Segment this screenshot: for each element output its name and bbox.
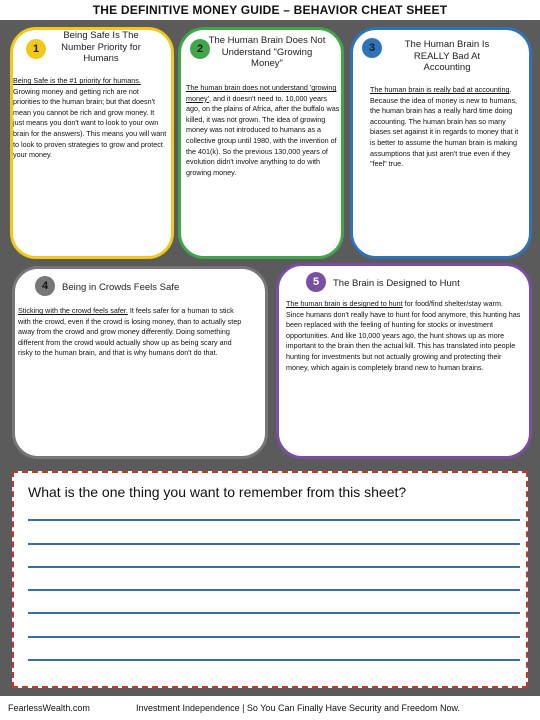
writing-line[interactable]: [28, 566, 520, 568]
writing-line[interactable]: [28, 519, 520, 521]
card-2-text: , and it doesn't need to. 10,000 years ago, on the plains of Africa, after the buffalo was killed, it was not grown. The idea of growing money was not introduced to humans as a collective group until 1980, with the invention of the 401(k). So the previous 130,000 years of evolution didn't involve anything to do with growing money.: [186, 93, 340, 177]
card-3-highlight: The human brain is really bad at accounting: [370, 85, 510, 94]
card-2-highlight: The human brain does not understand 'growing money': [186, 83, 337, 103]
writing-line[interactable]: [28, 589, 520, 591]
card-1-highlight: Being Safe is the #1 priority for humans.: [13, 76, 141, 85]
card-1-body: [13, 76, 167, 161]
card-4: [12, 266, 268, 459]
card-2-title: The Human Brain Does Not Understand "Growing Money": [208, 35, 326, 69]
page-title: THE DEFINITIVE MONEY GUIDE – BEHAVIOR CHEAT SHEET: [0, 0, 540, 20]
card-4-text: It feels safer for a human to stick with the crowd, even if the crowd is losing money, than to actually step away from the crowd and grow money differently. Doing something different from the crowd would actually show up as being scary and risky to the human brain, and that is why humans don't do that.: [18, 306, 242, 358]
footer-tagline: Investment Independence | So You Can Finally Have Security and Freedom Now.: [136, 703, 461, 713]
reflection-question: What is the one thing you want to remember from this sheet?: [28, 484, 407, 500]
footer-site: FearlessWealth.com: [8, 703, 90, 713]
card-1-number-badge: 1: [26, 39, 46, 59]
writing-line[interactable]: [28, 636, 520, 638]
card-2-number-badge: 2: [190, 39, 210, 59]
card-3-number-badge: 3: [362, 38, 382, 58]
card-1-title: Being Safe Is The Number Priority for Humans: [61, 30, 141, 64]
card-5-number-badge: 5: [306, 272, 326, 292]
card-1-text: Growing money and getting rich are not priorities to the human brain; but that doesn't mean you cannot be rich and grow money. It just means you don't want to look to your own brain for the answers). This means you will want to look to proven strategies to grow and protect your money.: [13, 86, 167, 160]
card-4-title: Being in Crowds Feels Safe: [62, 282, 180, 293]
card-5-body: [286, 299, 522, 373]
footer: [0, 696, 540, 720]
card-3-body: [370, 85, 522, 170]
reflection-box: [12, 471, 528, 688]
writing-line[interactable]: [28, 543, 520, 545]
card-2-body: [186, 83, 340, 178]
card-5-text: for food/find shelter/stay warm. Since humans don't really have to hunt for food anymore, this hunting has been replaced with the feeling of hunting for stocks or investment opportunities. And like 10,000 years ago, the hunt shows up as more important to the brain then the actual kill. This has translated into people hunting for investments but not actually growing and protecting their money, which again is completely brand new to human brains.: [286, 299, 521, 372]
card-5-highlight: The human brain is designed to hunt: [286, 299, 403, 308]
writing-line[interactable]: [28, 659, 520, 661]
card-4-highlight: Sticking with the crowd feels safer.: [18, 306, 128, 315]
card-3-title: The Human Brain Is REALLY Bad At Accounting: [404, 39, 490, 73]
card-4-body: [18, 306, 246, 359]
writing-line[interactable]: [28, 612, 520, 614]
card-4-number-badge: 4: [35, 276, 55, 296]
card-5-title: The Brain is Designed to Hunt: [333, 278, 460, 289]
card-3-text: . Because the idea of money is new to humans, the human brain has a really hard time doing accounting. The human brain has so many biases set against it in regards to money that it is better to assume the human brain is making assumptions that just aren't true even if they "feel" true.: [370, 85, 519, 169]
